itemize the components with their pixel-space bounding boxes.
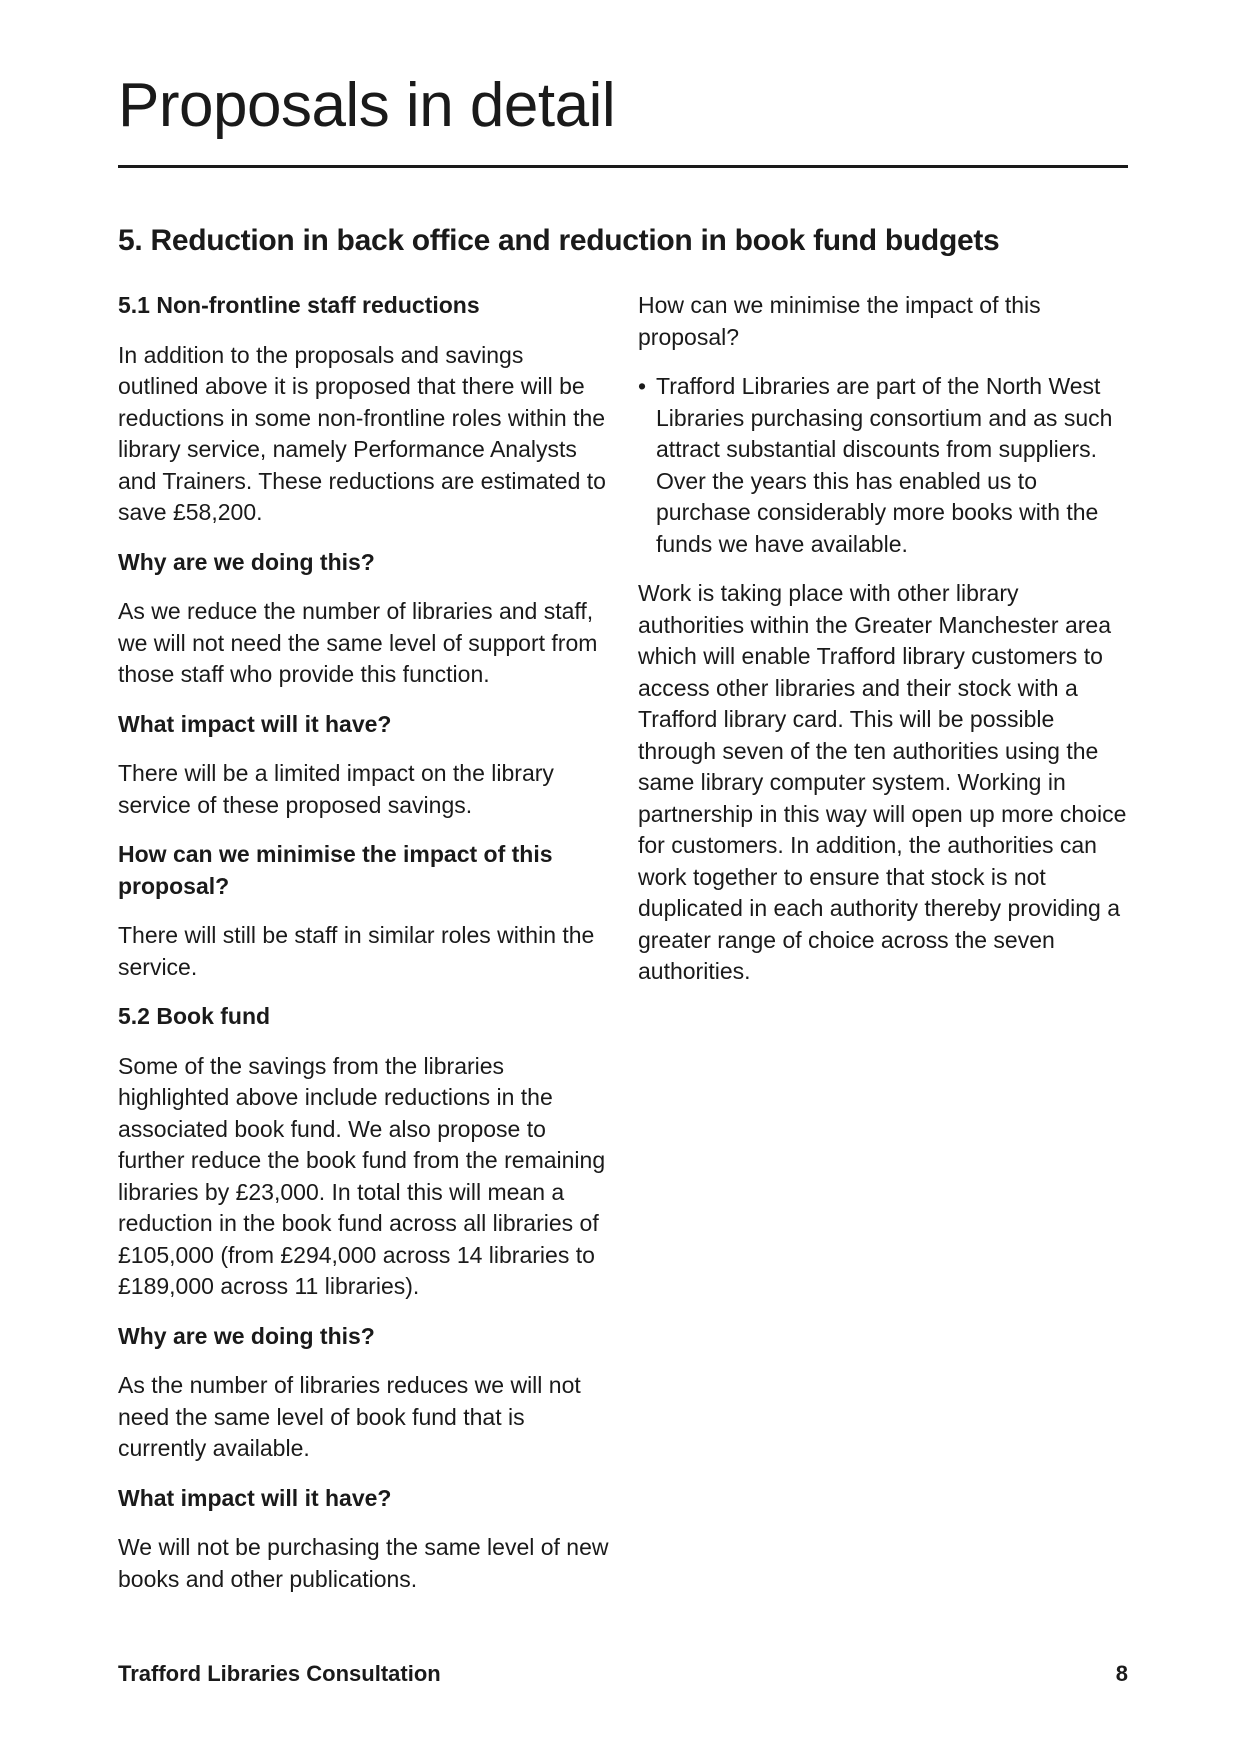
question-why-staff: Why are we doing this?: [118, 548, 375, 575]
section-heading: 5. Reduction in back office and reduction in book fund budgets: [118, 224, 1000, 257]
paragraph-impact-book-fund: We will not be purchasing the same level of new books and other publications.: [118, 1534, 609, 1592]
question-minimise-book-fund: How can we minimise the impact of this proposal?: [638, 292, 1041, 350]
left-column: [118, 290, 610, 1613]
question-impact-staff: What impact will it have?: [118, 710, 392, 737]
paragraph-partnership: Work is taking place with other library authorities within the Greater Manchester area which will enable Trafford library customers to access other libraries and their stock with a Trafford library card. This will be possible through seven of the ten authorities using the same library computer system. Working in partnership in this way will open up more choice for customers. In addition, the authorities can work together to ensure that stock is not duplicated in each authority thereby providing a greater range of choice across the seven authorities.: [638, 580, 1127, 984]
question-why-book-fund: Why are we doing this?: [118, 1322, 375, 1349]
question-minimise-staff: How can we minimise the impact of this proposal?: [118, 841, 553, 899]
paragraph-why-staff: As we reduce the number of libraries and staff, we will not need the same level of support from those staff who provide this function.: [118, 598, 598, 687]
footer-document-title: Trafford Libraries Consultation: [118, 1661, 441, 1686]
list-item: [638, 371, 1128, 560]
paragraph-impact-staff: There will be a limited impact on the library service of these proposed savings.: [118, 760, 554, 818]
paragraph-staff-intro: In addition to the proposals and savings outlined above it is proposed that there will be reductions in some non-frontline roles within the library service, namely Performance Analysts and Trainers. These reductions are estimated to save £58,200.: [118, 341, 606, 525]
title-divider: [118, 165, 1128, 168]
page-title: Proposals in detail: [118, 71, 616, 140]
paragraph-book-fund-intro: Some of the savings from the libraries highlighted above include reductions in the associated book fund. We also propose to further reduce the book fund from the remaining libraries by £23,000. In total this will mean a reduction in the book fund across all libraries of £105,000 (from £294,000 across 14 libraries to £189,000 across 11 libraries).: [118, 1052, 606, 1299]
bullet-list: [638, 371, 1128, 560]
subsection-heading-book-fund: 5.2 Book fund: [118, 1003, 271, 1029]
bullet-text: Trafford Libraries are part of the North West Libraries purchasing consortium and as such attract substantial discounts from suppliers. Over the years this has enabled us to purchase considerably more books with the funds we have available.: [656, 373, 1113, 557]
bullet-icon: •: [638, 373, 647, 399]
paragraph-why-book-fund: As the number of libraries reduces we will not need the same level of book fund that is currently available.: [118, 1372, 581, 1461]
subsection-heading-staff: 5.1 Non-frontline staff reductions: [118, 292, 480, 318]
right-column: [638, 290, 1128, 1006]
paragraph-minimise-staff: There will still be staff in similar roles within the service.: [118, 922, 595, 980]
question-impact-book-fund: What impact will it have?: [118, 1484, 392, 1511]
page-number: 8: [1115, 1661, 1128, 1686]
